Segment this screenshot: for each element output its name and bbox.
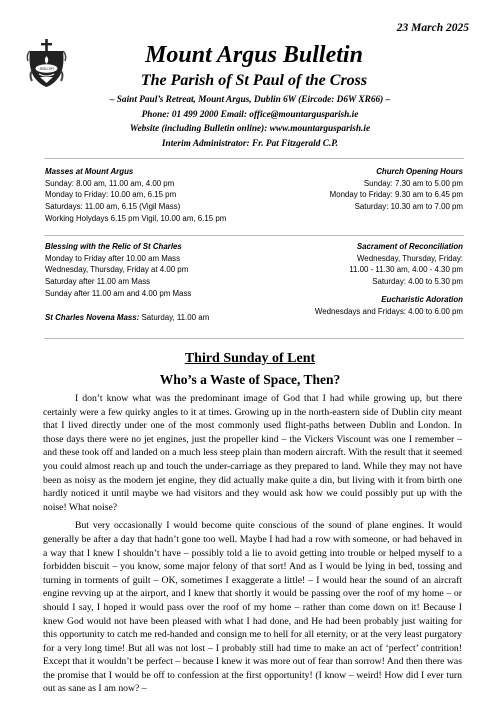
- schedule-block-masses: [45, 166, 463, 230]
- relic-line: Monday to Friday after 10.00 am Mass: [45, 253, 181, 263]
- article-body: [43, 392, 462, 701]
- relic-line: Saturday after 11.00 am Mass: [45, 277, 151, 287]
- article-title: [0, 350, 500, 367]
- bulletin-date: 23 March 2025: [396, 22, 469, 34]
- relic-line: Sunday after 11.00 am and 4.00 pm Mass: [45, 288, 192, 298]
- masses-line: Saturdays: 11.00 am, 6.15 (Vigil Mass): [45, 202, 181, 212]
- novena-label: St Charles Novena Mass:: [45, 312, 140, 322]
- church-hours-line: Sunday: 7.30 am to 5.00 pm: [363, 178, 463, 188]
- masses-line: Sunday: 8.00 am, 11.00 am, 4.00 pm: [45, 178, 175, 188]
- reconciliation-line: 11.00 - 11.30 am, 4.00 - 4.30 pm: [349, 265, 463, 275]
- article-subtitle: Who’s a Waste of Space, Then?: [159, 372, 341, 387]
- schedule-block-devotions: [45, 241, 463, 331]
- church-hours-line: Monday to Friday: 9.30 am to 6.45 pm: [329, 190, 463, 200]
- parish-address: – Saint Paul’s Retreat, Mount Argus, Dublin 6W (Eircode: D6W XR66) –: [109, 95, 391, 105]
- parish-name: The Parish of St Paul of the Cross: [140, 72, 368, 89]
- relic-line: Wednesday, Thursday, Friday at 4.00 pm: [45, 265, 189, 275]
- parish-administrator: Interim Administrator: Fr. Pat Fitzgerald C.P.: [161, 138, 339, 149]
- masses-line: Working Holydays 6.15 pm Vigil, 10.00 am, 6.15 pm: [45, 213, 227, 223]
- reconciliation-section: [243, 241, 463, 317]
- church-hours-line: Saturday: 10.30 am to 7.00 pm: [354, 202, 463, 212]
- article-paragraph: I don’t know what was the predominant image of God that I had while growing up, but there certainly were a few quirky angles to it at times. Growing up in the north-eastern side of Dublin city meant that I lived directly under one of the most commonly used flight-paths between Dublin and London. In those days there were no jet engines, just the propeller kind – the Vickers Viscount was one I remember – and these took off and landed on a much less steep plain than modern aircraft. With the result that it seemed you could almost reach up and touch the under-carriage as they prepared to land. While they may not have been as noisy as the modern jet engine, they did actually make quite a din, but living with it from birth one hardly noticed it until maybe we had visitors and they would ask how we could possibly put up with the noise! What noise?: [43, 393, 462, 513]
- header-divider: [44, 158, 464, 159]
- adoration-line: Wednesdays and Fridays: 4.00 to 6.00 pm: [314, 306, 463, 316]
- parish-contact: Phone: 01 499 2000 Email: office@mountargusparish.ie: [141, 109, 359, 120]
- adoration-heading: Eucharistic Adoration: [381, 294, 463, 304]
- reconciliation-heading: Sacrament of Reconciliation: [356, 242, 463, 251]
- article-paragraph: But very occasionally I would become quite conscious of the sound of plane engines. It would generally be after a day that hadn’t gone too well. Maybe I had had a row with someone, or had behaved in a way that I knew I shouldn’t have – possibly told a lie to avoid getting into trouble or helped myself to a forbidden biscuit – you know, some major felony of that sort! And as I would be lying in bed, tossing and turning in torments of guilt – OK, sometimes I exaggerate a little! – I would hear the sound of an aircraft engine revving up at the airport, and I knew that shortly it would be passing over the roof of my home – or should I say, I hoped it would pass over the roof of my home – rather than come down on it! Because I knew God would not have been pleased with what I had done, and He had been probably just waiting for this opportunity to catch me red-handed and consign me to hell for all eternity, or at the very least purgatory for a very long time! But all was not lost – I probably still had time to make an act of ‘perfect’ contrition! Except that it wouldn’t be perfect – because I knew it was more out of fear than sorrow! And then there was the promise that I would be off to confession at the first opportunity! (I know – weird! How did I ever turn out as sane as I am now? –: [43, 520, 462, 695]
- parish-website: Website (including Bulletin online): www.mountargusparish.ie: [129, 124, 371, 134]
- reconciliation-line: Saturday: 4.00 to 5.30 pm: [372, 277, 463, 287]
- relic-heading: Blessing with the Relic of St Charles: [45, 242, 182, 251]
- church-hours-section: [243, 166, 463, 213]
- reconciliation-line: Wednesday, Thursday, Friday:: [357, 253, 463, 263]
- schedule-divider: [44, 235, 464, 236]
- church-hours-heading: Church Opening Hours: [376, 167, 463, 176]
- masses-heading: Masses at Mount Argus: [45, 167, 134, 176]
- masses-line: Monday to Friday: 10.00 am, 6.15 pm: [45, 190, 177, 200]
- article-title-text: Third Sunday of Lent: [184, 351, 316, 366]
- svg-text:JESU XPI: JESU XPI: [39, 67, 54, 71]
- bulletin-title: Mount Argus Bulletin: [145, 42, 363, 68]
- novena-time: Saturday, 11.00 am: [139, 312, 210, 322]
- bulletin-header: [0, 42, 500, 151]
- schedule-bottom-divider: [44, 338, 464, 339]
